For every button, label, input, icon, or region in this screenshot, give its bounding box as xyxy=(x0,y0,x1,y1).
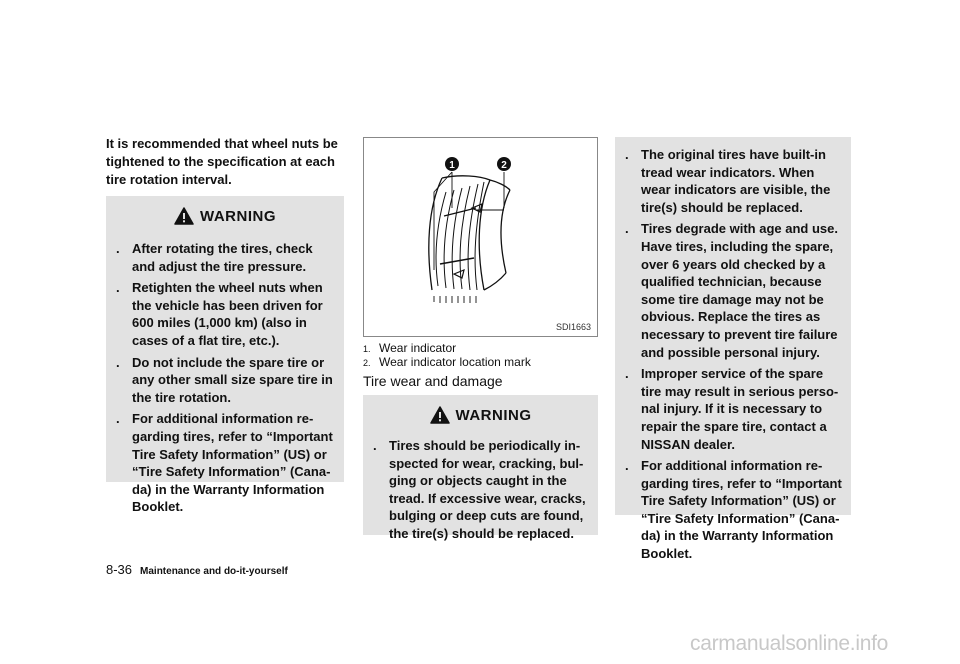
tire-tread-illustration xyxy=(364,138,597,336)
info-item: . For additional information re-garding tires, refer to “Important Tire Safety Information” (US) or “Tire Safety Information” (Cana-da) in the Warranty Information Booklet. xyxy=(625,458,842,562)
warning-item: . After rotating the tires, check and adjust the tire pressure. xyxy=(116,241,313,274)
page-footer xyxy=(106,562,288,577)
intro-paragraph: It is recommended that wheel nuts be tightened to the specification at each tire rotation interval. xyxy=(106,136,338,187)
legend-item: 2. Wear indicator location mark xyxy=(363,355,531,369)
info-item: . Tires degrade with age and use. Have tires, including the spare, over 6 years old checked by a qualified technician, because some tire damage may not be obvious. Replace the tires as necessary to prevent tire failure and possible personal injury. xyxy=(625,221,838,360)
tire-info-box xyxy=(615,137,851,562)
warning-item: . Do not include the spare tire or any other small size spare tire in the tire rotation. xyxy=(116,354,333,405)
section-title: Tire wear and damage xyxy=(363,373,503,389)
figure-legend xyxy=(363,342,603,370)
info-item: . Improper service of the spare tire may result in serious perso-nal injury. If it is necessary to repair the spare tire, contact a NISSAN dealer. xyxy=(625,366,839,452)
warning-triangle-icon xyxy=(174,207,194,225)
warning-header xyxy=(363,403,598,427)
legend-item: 1. Wear indicator xyxy=(363,341,457,355)
warning-box-rotation xyxy=(106,196,344,515)
info-item: . The original tires have built-in tread wear indicators. When wear indicators are visible, the tire(s) should be replaced. xyxy=(625,147,831,215)
warning-item: . For additional information re-garding tires, refer to “Important Tire Safety Information” (US) or “Tire Safety Information” (Cana-da) in the Warranty Information Booklet. xyxy=(116,411,333,515)
section-name: Maintenance and do-it-yourself xyxy=(140,566,288,577)
tire-wear-figure xyxy=(363,137,598,337)
warning-triangle-icon xyxy=(430,406,450,424)
warning-label: WARNING xyxy=(455,406,532,424)
warning-label: WARNING xyxy=(200,207,276,225)
page-number: 8-36 xyxy=(106,562,133,577)
figure-code: SDI1663 xyxy=(555,322,591,332)
callout-1: 1 xyxy=(449,160,455,171)
callout-2: 2 xyxy=(501,160,507,171)
warning-item: . Tires should be periodically in-spected for wear, cracking, bul-ging or objects caught in the tread. If excessive wear, cracks, bulging or deep cuts are found, the tire(s) should be replaced. xyxy=(373,438,586,541)
warning-box-wear xyxy=(363,395,598,541)
warning-header xyxy=(106,204,344,228)
warning-item: . Retighten the wheel nuts when the vehicle has been driven for 600 miles (1,000 km) (also in cases of a flat tire, etc.). xyxy=(116,280,323,348)
watermark: carmanualsonline.info xyxy=(690,632,888,655)
